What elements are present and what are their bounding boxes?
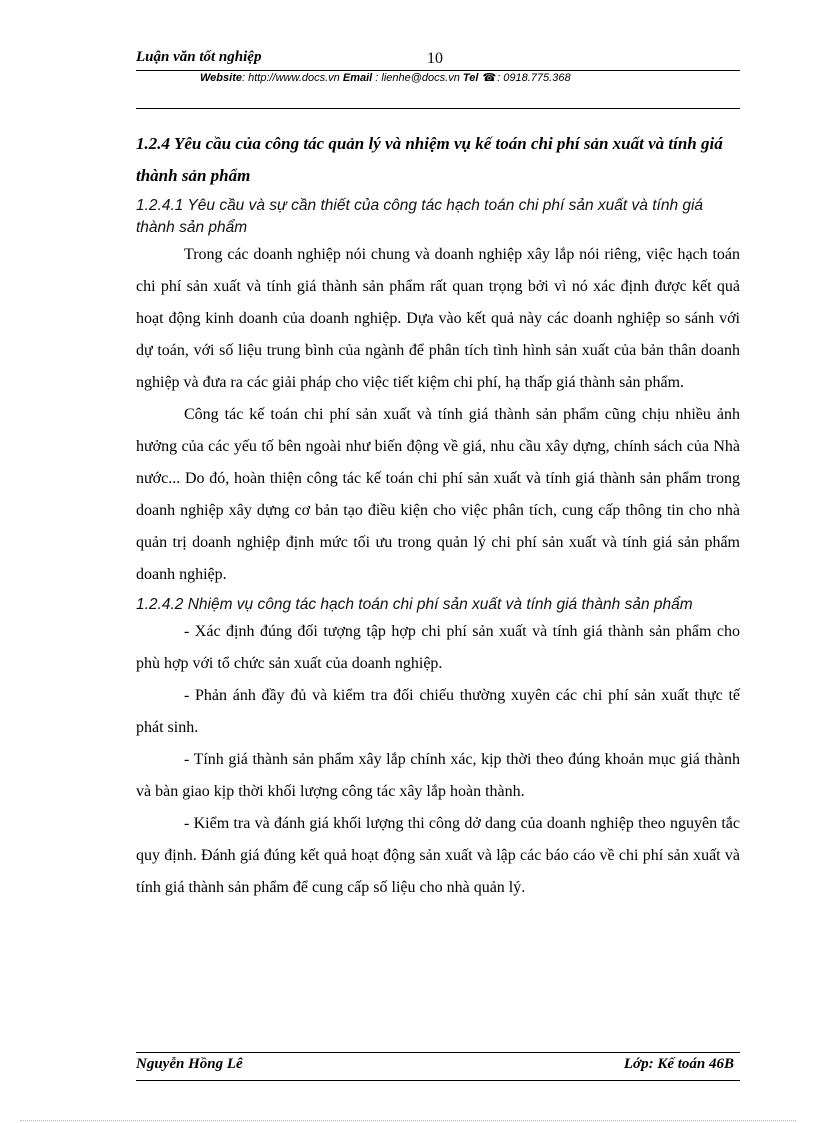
footer-rule: [136, 1052, 740, 1053]
email-label: Email: [342, 72, 373, 84]
subsection-heading-1: 1.2.4.1 Yêu cầu và sự cần thiết của công tác hạch toán chi phí sản xuất và tính giá thành sản phẩm: [136, 197, 704, 236]
section-heading: 1.2.4 Yêu cầu của công tác quản lý và nhiệm vụ kế toán chi phí sản xuất và tính giá thành sản phẩm: [136, 134, 723, 185]
page-number: 10: [427, 50, 443, 67]
subsection-heading-2: 1.2.4.2 Nhiệm vụ công tác hạch toán chi phí sản xuất và tính giá thành sản phẩm: [136, 596, 693, 613]
phone-icon: ☎: [482, 72, 497, 84]
list-item: - Tính giá thành sản phẩm xây lắp chính xác, kịp thời theo đúng khoản mục giá thành và bàn giao kịp thời khối lượng công tác xây lắp hoàn thành.: [136, 751, 740, 800]
website-label: Website: [200, 72, 242, 84]
paragraph: Trong các doanh nghiệp nói chung và doanh nghiệp xây lắp nói riêng, việc hạch toán chi phí sản xuất và tính giá thành sản phẩm rất quan trọng bởi vì nó xác định được kết quả hoạt động kinh doanh của doanh nghiệp. Dựa vào kết quả này các doanh nghiệp so sánh với dự toán, với số liệu trung bình của ngành để phân tích tình hình sản xuất của bản thân doanh nghiệp và đưa ra các giải pháp cho việc tiết kiệm chi phí, hạ thấp giá thành sản phẩm.: [136, 246, 740, 391]
list-item: - Kiểm tra và đánh giá khối lượng thi công dở dang của doanh nghiệp theo nguyên tắc quy định. Đánh giá đúng kết quả hoạt động sản xuất và lập các báo cáo về chi phí sản xuất và tính giá thành sản phẩm để cung cấp số liệu cho nhà quản lý.: [136, 815, 740, 896]
list-item: - Phản ánh đầy đủ và kiểm tra đối chiếu thường xuyên các chi phí sản xuất thực tế phát sinh.: [136, 687, 740, 736]
thesis-title: Luận văn tốt nghiệp: [136, 49, 262, 65]
list-item: - Xác định đúng đối tượng tập hợp chi phí sản xuất và tính giá thành sản phẩm cho phù hợp với tổ chức sản xuất của doanh nghiệp.: [136, 623, 740, 672]
email-value: : lienhe@docs.vn: [375, 72, 460, 84]
header-rule-lower: [136, 108, 740, 109]
footer-rule-lower: [136, 1080, 740, 1081]
contact-line: [200, 71, 571, 84]
footer-class: Lớp: Kế toán 46B: [623, 1056, 734, 1072]
page-edge-divider: [20, 1120, 796, 1121]
paragraph: Công tác kế toán chi phí sản xuất và tính giá thành sản phẩm cũng chịu nhiều ảnh hưởng của các yếu tố bên ngoài như biến động về giá, nhu cầu xây dựng, chính sách của Nhà nước... Do đó, hoàn thiện công tác kế toán chi phí sản xuất và tính giá thành sản phẩm trong doanh nghiệp xây dựng cơ bản tạo điều kiện cho việc phân tích, cung cấp thông tin cho nhà quản trị doanh nghiệp định mức tối ưu trong quản lý chi phí sản xuất và tính giá sản phẩm doanh nghiệp.: [136, 406, 740, 583]
footer-author: Nguyễn Hồng Lê: [136, 1056, 243, 1072]
tel-label: Tel: [462, 72, 479, 84]
main-content: [136, 128, 740, 904]
tel-value: : 0918.775.368: [497, 72, 571, 84]
website-value: : http://www.docs.vn: [241, 72, 340, 84]
